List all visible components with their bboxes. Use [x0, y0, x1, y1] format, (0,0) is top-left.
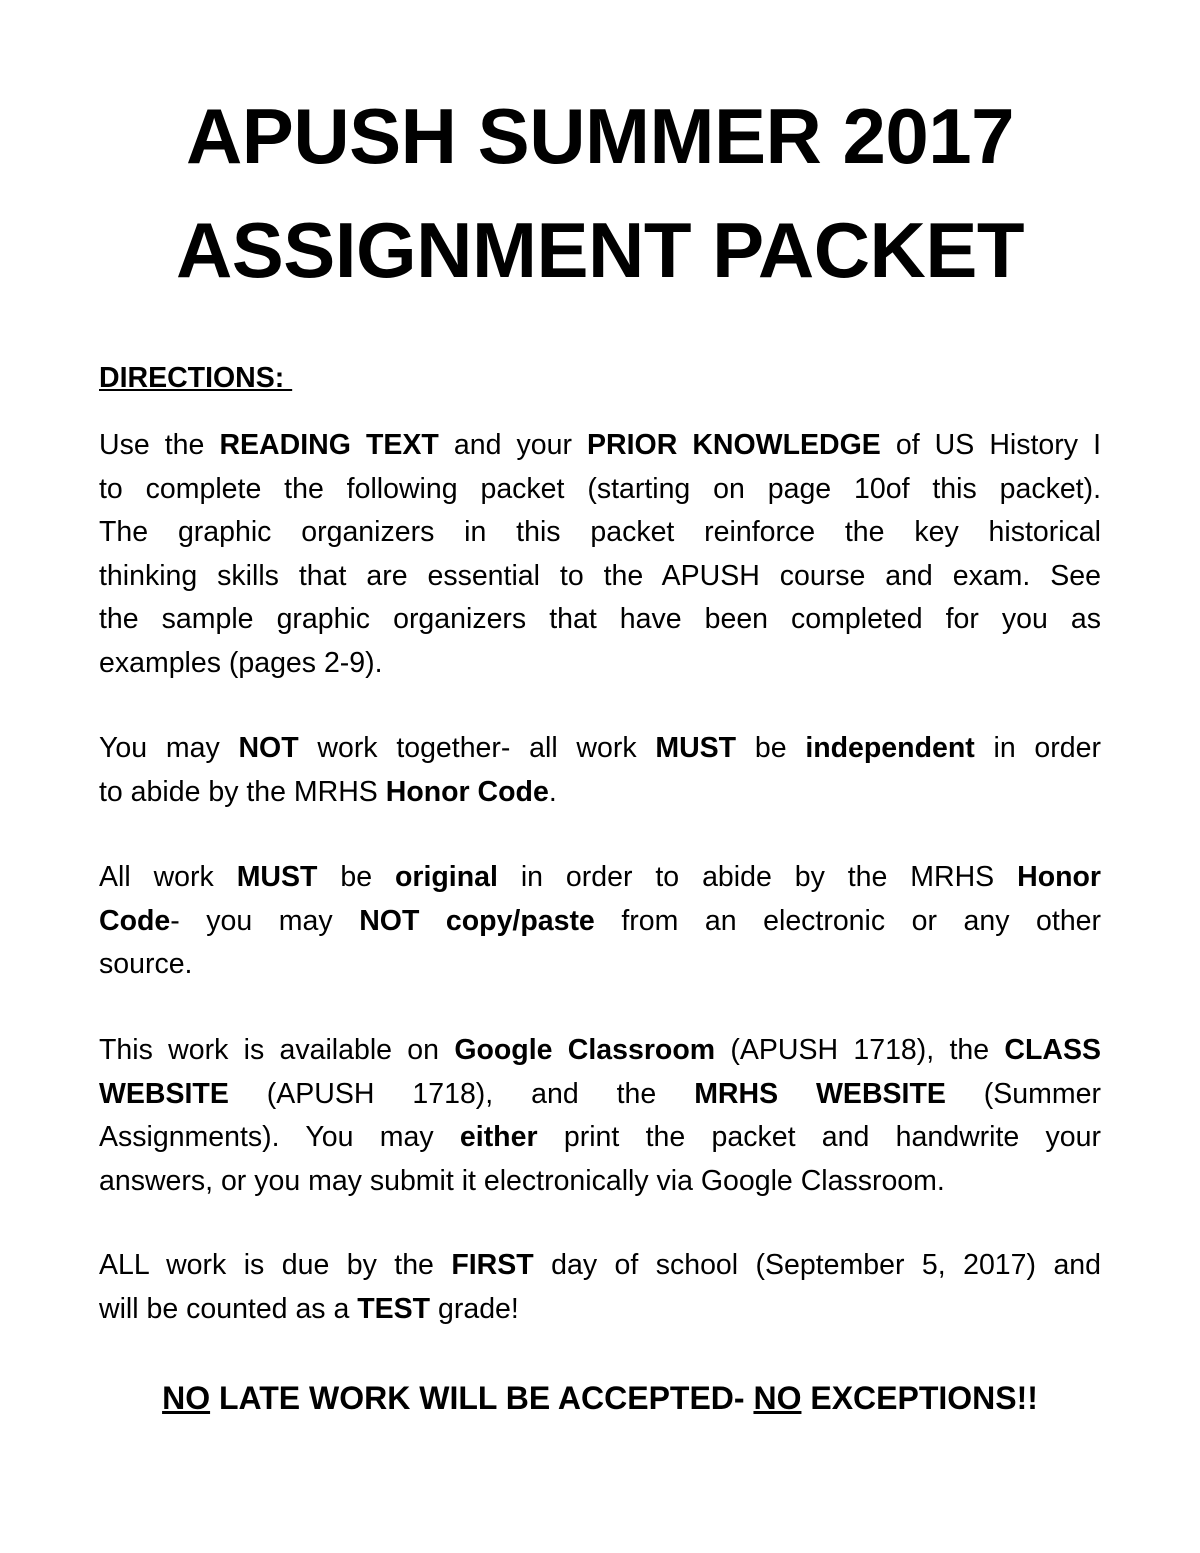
paragraph-line: Code- you may NOT copy/paste from an electronic or any other — [99, 904, 1102, 937]
paragraph-line: Use the READING TEXT and your PRIOR KNOWLEDGE of US History I — [99, 429, 1102, 461]
paragraph-line: will be counted as a TEST grade! — [99, 1292, 519, 1325]
paragraph-line: to complete the following packet (starting on page 10of this packet). — [99, 472, 1101, 505]
paragraph-line: examples (pages 2-9). — [99, 646, 383, 679]
notice-text: LATE WORK WILL BE ACCEPTED- — [210, 1380, 754, 1416]
paragraph-line: to abide by the MRHS Honor Code. — [99, 775, 557, 808]
paragraph-original-work — [99, 856, 1101, 987]
notice-text: EXCEPTIONS!! — [801, 1380, 1038, 1416]
paragraph-independent-work — [99, 727, 1101, 814]
paragraph-reading-text — [99, 424, 1101, 685]
paragraph-line: You may NOT work together- all work MUST be independent in order — [99, 732, 1101, 764]
paragraph-line: The graphic organizers in this packet reinforce the key historical — [99, 516, 1101, 548]
paragraph-due-date — [99, 1244, 1101, 1331]
directions-heading: DIRECTIONS: — [99, 362, 293, 394]
paragraph-line: WEBSITE (APUSH 1718), and the MRHS WEBSITE (Summer — [99, 1077, 1101, 1110]
paragraph-availability — [99, 1029, 1101, 1203]
paragraph-line: All work MUST be original in order to abide by the MRHS Honor — [99, 861, 1102, 893]
paragraph-line: ALL work is due by the FIRST day of school (September 5, 2017) and — [99, 1249, 1101, 1281]
paragraph-line: Assignments). You may either print the packet and handwrite your — [99, 1121, 1101, 1153]
paragraph-line: thinking skills that are essential to the APUSH course and exam. See — [99, 559, 1101, 592]
no-late-work-notice — [0, 1376, 1200, 1420]
no-emphasis: NO — [753, 1380, 802, 1416]
title-line-2: ASSIGNMENT PACKET — [175, 206, 1025, 294]
paragraph-line: the sample graphic organizers that have been completed for you as — [99, 603, 1101, 635]
paragraph-line: answers, or you may submit it electronically via Google Classroom. — [99, 1164, 945, 1197]
paragraph-line: This work is available on Google Classroom (APUSH 1718), the CLASS — [99, 1034, 1101, 1066]
no-emphasis: NO — [162, 1380, 211, 1416]
paragraph-line: source. — [99, 948, 193, 980]
title-line-1: APUSH SUMMER 2017 — [185, 92, 1015, 180]
